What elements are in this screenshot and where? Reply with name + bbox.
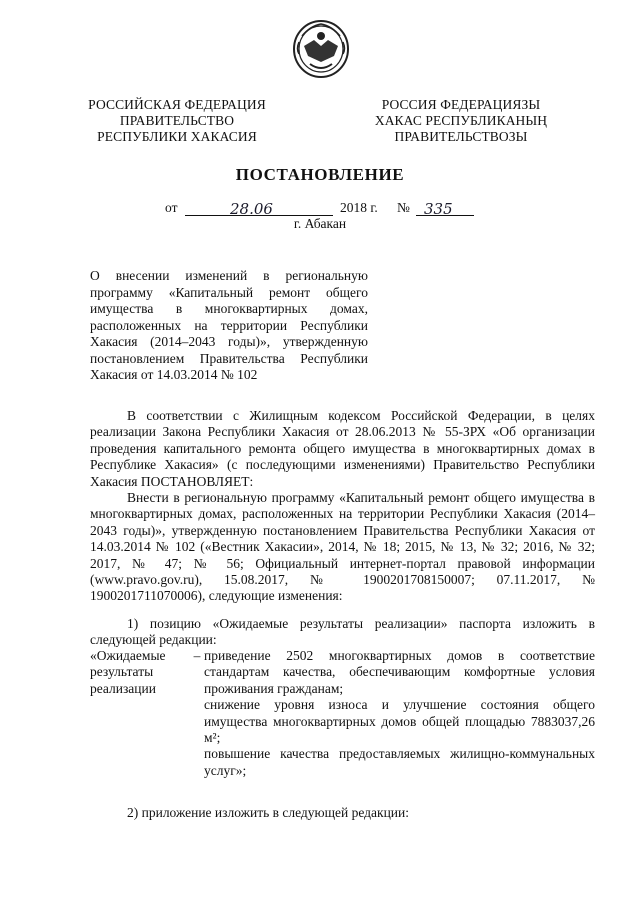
header-right xyxy=(366,97,556,145)
item1-text: 1) позицию «Ожидаемые результаты реализации» паспорта изложить в следующей редакции: xyxy=(90,616,595,648)
passport-line: повышение качества предоставляемых жилищно-коммунальных услуг»; xyxy=(204,746,595,778)
city-label: г. Абакан xyxy=(293,216,347,231)
year-label: 2018 г. xyxy=(340,200,378,215)
handwritten-date: 28.06 xyxy=(230,200,273,218)
subject-text: О внесении изменений в региональную программу «Капитальный ремонт общего имущества в многоквартирных домах, расположенных на территории Республики Хакасия (2014–2043 годы)», утвержденную постановлением Правительства Республики Хакасия от 14.03.2014 № 102 xyxy=(90,268,368,382)
header-left xyxy=(84,97,270,145)
document-title: ПОСТАНОВЛЕНИЕ xyxy=(235,165,405,184)
coat-of-arms-emblem xyxy=(290,16,352,80)
header-left-line: РЕСПУБЛИКИ ХАКАСИЯ xyxy=(97,129,257,144)
passport-label: «Ожидаемые результаты реализации xyxy=(90,648,166,696)
header-right-line: РОССИЯ ФЕДЕРАЦИЯЗЫ xyxy=(381,97,541,112)
intro-text: В соответствии с Жилищным кодексом Российской Федерации, в целях реализации Закона Республики Хакасия от 28.06.2013 № 55-ЗРХ «Об организации проведения капитального ремонта общего имущества в многоквартирных домах в Республике Хакасия» (с последующими изменениями) Правительство Республики Хакасия ПОСТАНОВЛЯЕТ: xyxy=(90,408,595,489)
amend-text: Внести в региональную программу «Капитальный ремонт общего имущества в многоквартирных домах, расположенных на территории Республики Хакасия (2014–2043 годы)», утвержденную постановлением Правительства Республики Хакасия от 14.03.2014 № 102 («Вестник Хакасии», 2014, № 18; 2015, № 13, № 32; 2016, № 32; 2017, № 47; № 56; Официальный интернет-портал правовой информации (www.pravo.gov.ru), 15.08.2017, № 1900201708150007; 07.11.2017, № 1900201711070006), следующие изменения: xyxy=(90,490,595,604)
passport-dash: – xyxy=(193,648,201,663)
passport-line: приведение 2502 многоквартирных домов в соответствие стандартам качества, обеспечивающим комфортные условия проживания гражданам; xyxy=(204,648,595,696)
from-label: от xyxy=(165,200,178,215)
document-subject xyxy=(90,268,368,384)
item2-text: 2) приложение изложить в следующей редакции: xyxy=(127,805,410,820)
header-left-line: РОССИЙСКАЯ ФЕДЕРАЦИЯ xyxy=(88,97,266,112)
passport-line: снижение уровня износа и улучшение состояния общего имущества многоквартирных домов общей площадью 7883037,26 м²; xyxy=(204,697,595,746)
amend-paragraph xyxy=(90,490,595,605)
header-left-line: ПРАВИТЕЛЬСТВО xyxy=(119,113,235,128)
item2-paragraph xyxy=(90,805,595,821)
number-label: № xyxy=(397,200,410,215)
handwritten-number: 335 xyxy=(424,200,453,218)
header-right-line: ХАКАС РЕСПУБЛИКАНЫҢ xyxy=(374,113,548,128)
item1-paragraph xyxy=(90,616,595,649)
intro-paragraph xyxy=(90,408,595,490)
header-right-line: ПРАВИТЕЛЬСТВОЗЫ xyxy=(394,129,528,144)
passport-values xyxy=(204,648,595,779)
